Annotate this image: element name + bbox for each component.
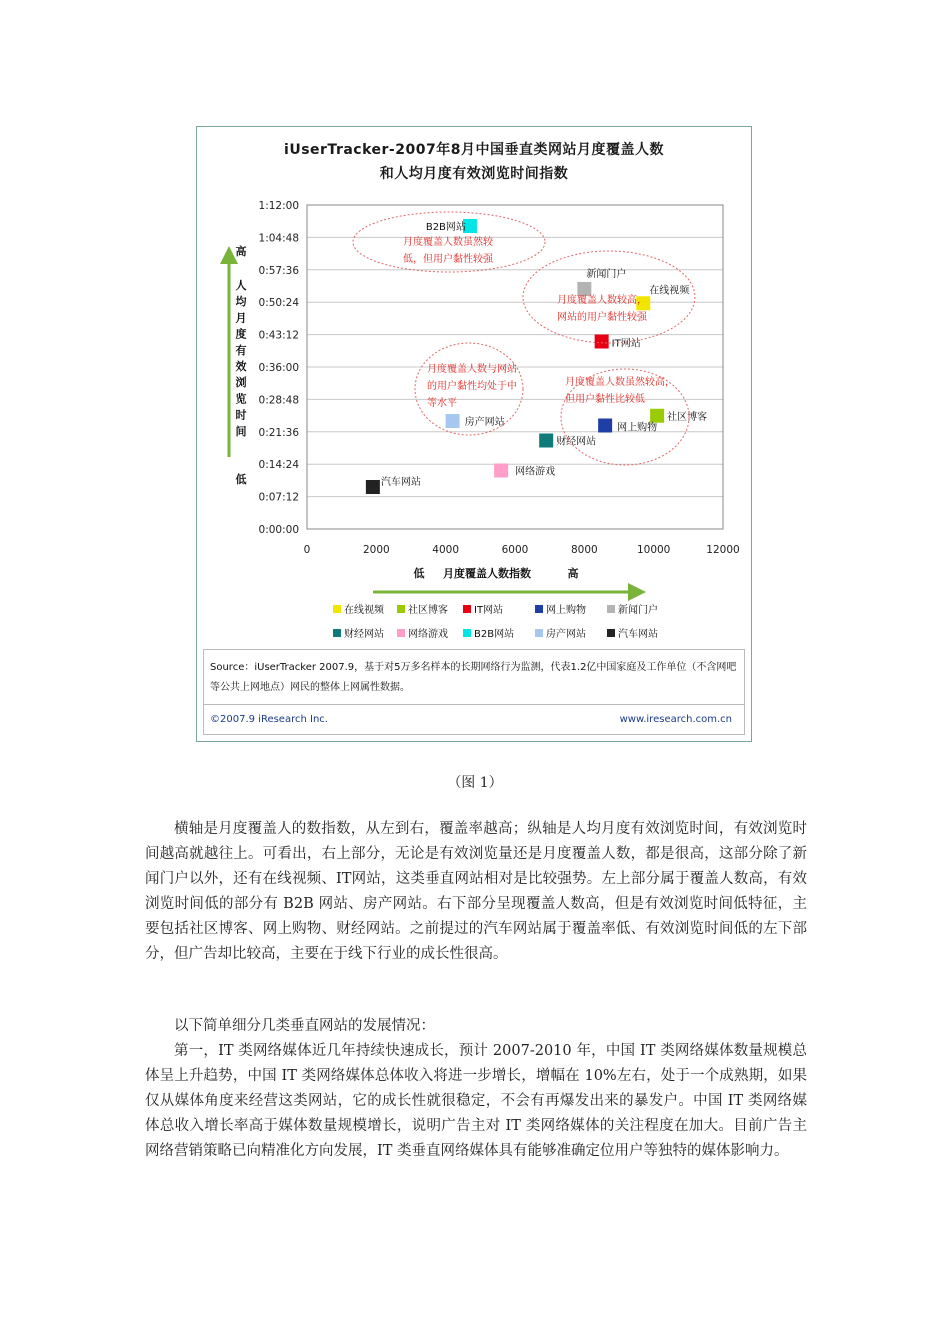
data-point <box>650 409 664 423</box>
y-axis-label-char: 有 <box>235 343 247 357</box>
y-axis-label-char: 均 <box>235 295 247 309</box>
x-tick-label: 6000 <box>501 544 529 556</box>
figure-frame <box>196 126 752 742</box>
legend-label: 网络游戏 <box>408 629 448 640</box>
y-axis-label-char: 人 <box>235 279 247 292</box>
paragraph-2: 以下简单细分几类垂直网站的发展情况： <box>174 1018 435 1034</box>
x-axis-label: 月度覆盖人数指数 <box>443 567 531 580</box>
legend-label: B2B网站 <box>474 629 515 640</box>
point-label: 房产网站 <box>464 417 505 428</box>
point-label: IT网站 <box>611 338 641 350</box>
data-point <box>577 282 591 296</box>
legend-swatch <box>397 629 405 637</box>
y-tick-label: 0:00:00 <box>258 524 299 536</box>
x-tick-label: 10000 <box>636 544 671 556</box>
point-label: 网上购物 <box>617 422 658 434</box>
data-point <box>494 464 508 478</box>
data-point <box>539 434 553 448</box>
annotation-line: 网站的用户黏性较强 <box>557 312 647 323</box>
data-point <box>446 414 460 428</box>
legend-label: 财经网站 <box>344 629 384 640</box>
y-tick-label: 0:36:00 <box>258 362 299 374</box>
figure-caption: （图 1） <box>447 775 503 791</box>
website-link[interactable]: www.iresearch.com.cn <box>619 714 732 725</box>
point-label: 汽车网站 <box>380 477 421 488</box>
source-note: Source：iUserTracker 2007.9，基于对5万多名样本的长期网络行为监测，代表1.2亿中国家庭及工作单位（不含网吧等公共上网地点）网民的整体上网属性数据。 <box>210 662 737 693</box>
point-label: 新闻门户 <box>586 269 627 280</box>
data-point <box>598 419 612 433</box>
annotation-line: 等水平 <box>427 398 457 409</box>
y-tick-label: 0:07:12 <box>258 491 299 504</box>
scatter-chart <box>197 127 751 647</box>
legend-label: 新闻门户 <box>618 605 658 616</box>
paragraph-1: 横轴是月度覆盖人的数指数，从左到右，覆盖率越高；纵轴是人均月度有效浏览时间，有效浏览时间越高就越往上。可看出，右上部分，无论是有效浏览量还是月度覆盖人数，都是很高，这部分除了新闻门户以外，还有在线视频、IT网站，这类垂直网站相对是比较强势。左上部分属于覆盖人数高，有效浏览时间低的部分有 B2B 网站、房产网站。右下部分呈现覆盖人数高，但是有效浏览时间低特征，主要包括社区博客、网上购物、财经网站。之前提过的汽车网站属于覆盖率低、有效浏览时间低的左下部分，但广告却比较高，主要在于线下行业的成长性很高。 <box>145 821 807 962</box>
copyright: ©2007.9 iResearch Inc. <box>210 714 328 725</box>
legend-label: 社区博客 <box>408 605 448 616</box>
x-tick-label: 4000 <box>432 544 460 556</box>
y-tick-label: 0:21:36 <box>258 426 299 439</box>
x-tick-label: 8000 <box>570 544 598 556</box>
legend <box>333 603 658 640</box>
y-tick-label: 1:04:48 <box>258 232 299 245</box>
annotation-line: 月度覆盖人数与网站 <box>427 364 517 375</box>
y-axis-label-char: 间 <box>235 424 247 438</box>
legend-swatch <box>333 629 341 637</box>
y-axis-label-char: 度 <box>235 327 247 341</box>
footer-divider <box>204 704 744 705</box>
legend-swatch <box>463 629 471 637</box>
data-point <box>366 480 380 494</box>
annotation-line: 但用户黏性比较低 <box>565 394 645 405</box>
y-tick-label: 0:50:24 <box>258 297 299 310</box>
x-axis-high-label: 高 <box>567 567 579 580</box>
legend-swatch <box>535 605 543 613</box>
annotation-line: 低，但用户黏性较强 <box>403 254 493 265</box>
y-tick-label: 0:57:36 <box>258 264 299 277</box>
annotation-line: 的用户黏性均处于中 <box>427 381 517 392</box>
point-label: 财经网站 <box>556 436 597 448</box>
point-label: B2B网站 <box>425 222 466 233</box>
legend-swatch <box>607 605 615 613</box>
chart-title-line1: iUserTracker-2007年8月中国垂直类网站月度覆盖人数 <box>284 142 664 158</box>
x-tick-label: 0 <box>303 544 311 556</box>
point-label: 网络游戏 <box>515 466 556 478</box>
point-label: 社区博客 <box>667 411 708 423</box>
y-axis-label-char: 时 <box>235 408 247 422</box>
y-axis-label-char: 览 <box>235 392 247 406</box>
legend-swatch <box>463 605 471 613</box>
y-tick-label: 0:43:12 <box>258 329 299 342</box>
annotation-line: 月度覆盖人数虽然较高， <box>565 377 675 388</box>
y-tick-label: 0:14:24 <box>258 459 299 472</box>
y-axis-low-label: 低 <box>235 473 247 486</box>
x-tick-label: 2000 <box>362 544 390 556</box>
legend-label: IT网站 <box>474 605 504 616</box>
legend-label: 在线视频 <box>344 605 384 616</box>
y-tick-label: 0:28:48 <box>258 394 299 407</box>
legend-swatch <box>397 605 405 613</box>
paragraph-3: 第一，IT 类网络媒体近几年持续快速成长，预计 2007-2010 年，中国 IT 类网络媒体数量规模总体呈上升趋势，中国 IT 类网络媒体总体收入将进一步增长，增幅在 10%左右，处于一个成熟期，如果仅从媒体角度来经营这类网站，它的成长性就很稳定，不会有再爆发出来的暴发户。中国 IT 类网络媒体总收入增长率高于媒体数量规模增长，说明广告主对 IT 类网络媒体的关注程度在加大。目前广告主网络营销策略已向精准化方向发展，IT 类垂直网络媒体具有能够准确定位用户等独特的媒体影响力。 <box>145 1043 807 1159</box>
y-axis-high-label: 高 <box>235 245 247 258</box>
y-axis-label-char: 月 <box>235 311 247 325</box>
chart-title-line2: 和人均月度有效浏览时间指数 <box>379 166 569 182</box>
data-point <box>595 335 609 349</box>
x-axis-low-label: 低 <box>413 567 425 580</box>
legend-label: 网上购物 <box>546 605 586 616</box>
legend-swatch <box>535 629 543 637</box>
legend-swatch <box>333 605 341 613</box>
source-box <box>203 649 745 735</box>
annotation-line: 月度覆盖人数虽然较 <box>403 237 493 248</box>
y-axis-label-char: 效 <box>235 360 247 373</box>
legend-label: 汽车网站 <box>618 629 658 640</box>
y-tick-label: 1:12:00 <box>258 200 299 212</box>
annotation-line: 月度覆盖人数较高， <box>557 295 647 306</box>
legend-label: 房产网站 <box>546 629 586 640</box>
x-tick-label: 12000 <box>706 544 740 556</box>
point-label: 在线视频 <box>649 285 690 297</box>
legend-swatch <box>607 629 615 637</box>
y-axis-label-char: 浏 <box>235 376 247 390</box>
